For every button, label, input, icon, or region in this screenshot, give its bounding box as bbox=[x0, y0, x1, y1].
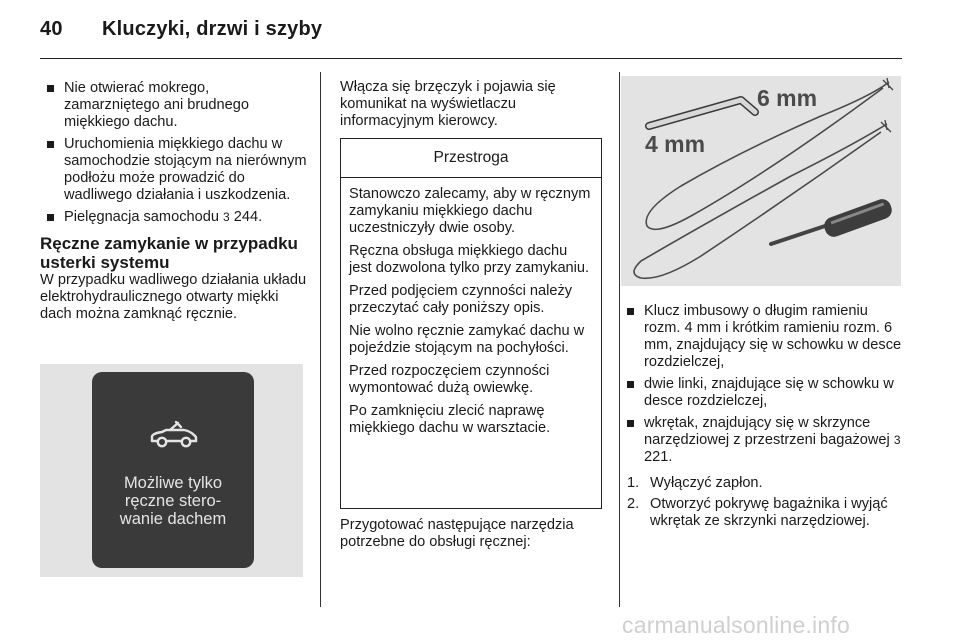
column-middle-intro: Włącza się brzęczyk i pojawia się komunikat na wyświetlaczu informacyjnym kierowcy. bbox=[340, 79, 556, 129]
header-rule bbox=[40, 58, 902, 59]
column-left bbox=[40, 80, 308, 323]
column-right bbox=[621, 303, 903, 534]
caution-title: Przestroga bbox=[341, 139, 601, 178]
caution-paragraph: Stanowczo zalecamy, aby w ręcznym zamykaniu miękkiego dachu uczestniczyły dwie osoby. bbox=[349, 186, 591, 236]
page-title: Kluczyki, drzwi i szyby bbox=[102, 18, 323, 40]
list-item: Uruchomienia miękkiego dachu w samochodzie stojącym na nierównym podłożu może prowadzić do wadliwego działania i uszkodzenia. bbox=[40, 136, 308, 204]
step-number: 1. bbox=[627, 475, 640, 491]
page-ref-glyph: 3 bbox=[223, 210, 230, 224]
column-divider-left bbox=[320, 72, 321, 607]
tools-figure bbox=[621, 76, 901, 286]
tools-illustration bbox=[621, 76, 901, 286]
section-text: W przypadku wadliwego działania układu elektrohydraulicznego otwarty miękki dach można zamknąć ręcznie. bbox=[40, 272, 307, 322]
caution-body bbox=[341, 178, 601, 437]
tools-intro: Przygotować następujące narzędzia potrzebne do obsługi ręcznej: bbox=[340, 517, 574, 550]
bullet-square bbox=[627, 420, 634, 427]
step-number: 2. bbox=[627, 496, 640, 512]
bullet-square bbox=[47, 141, 54, 148]
section-heading: Ręczne zamykanie w przypadku usterki systemu bbox=[40, 234, 298, 272]
screwdriver-icon bbox=[771, 197, 894, 244]
page-header bbox=[40, 18, 322, 41]
page-number: 40 bbox=[40, 18, 63, 40]
caution-paragraph: Przed rozpoczęciem czynności wymontować dużą owiewkę. bbox=[349, 363, 550, 396]
step-item bbox=[621, 496, 903, 530]
caution-paragraph: Po zamknięciu zlecić naprawę miękkiego dachu w warsztacie. bbox=[349, 403, 551, 436]
list-item: wkrętak, znajdujący się w skrzynce narzędziowej z przestrzeni bagażowej 3 221. bbox=[621, 415, 903, 466]
column-divider-right bbox=[619, 72, 620, 607]
bullet-square bbox=[627, 381, 634, 388]
display-message: Możliwe tylko ręczne stero- wanie dachem bbox=[119, 474, 227, 528]
bullet-square bbox=[627, 308, 634, 315]
list-item: Klucz imbusowy o długim ramieniu rozm. 4 mm i krótkim ramieniu rozm. 6 mm, znajdujący się w schowku w desce rozdzielczej, bbox=[621, 303, 903, 371]
caution-box bbox=[340, 138, 602, 509]
caution-paragraph: Nie wolno ręcznie zamykać dachu w pojeździe stojącym na pochyłości. bbox=[349, 323, 585, 356]
list-item: Pielęgnacja samochodu 3 244. bbox=[40, 209, 308, 226]
watermark: carmanualsonline.info bbox=[622, 612, 850, 638]
display-panel bbox=[92, 372, 254, 568]
bullet-square bbox=[47, 85, 54, 92]
hex-key-4mm-label: 4 mm bbox=[645, 131, 706, 157]
hex-key-6mm-label: 6 mm bbox=[757, 85, 818, 111]
caution-paragraph: Ręczna obsługa miękkiego dachu jest dozwolona tylko przy zamykaniu. bbox=[349, 243, 590, 276]
page-ref-glyph: 3 bbox=[893, 433, 901, 447]
list-item: dwie linki, znajdujące się w schowku w desce rozdzielczej, bbox=[621, 376, 903, 410]
list-item: Nie otwierać mokrego, zamarzniętego ani brudnego miękkiego dachu. bbox=[40, 80, 308, 131]
bullet-square bbox=[47, 214, 54, 221]
step-item bbox=[621, 475, 903, 492]
step-text: Otworzyć pokrywę bagażnika i wyjąć wkrętak ze skrzynki narzędziowej. bbox=[650, 496, 888, 529]
convertible-car-icon bbox=[148, 420, 200, 450]
caution-paragraph: Przed podjęciem czynności należy przeczytać cały poniższy opis. bbox=[349, 283, 573, 316]
page-ref-link[interactable]: 221. bbox=[644, 449, 673, 465]
page-ref-link[interactable]: 244. bbox=[233, 209, 263, 225]
cable-1-hook-icon bbox=[883, 78, 893, 90]
dashboard-message-figure bbox=[40, 364, 303, 577]
step-text: Wyłączyć zapłon. bbox=[650, 475, 763, 491]
